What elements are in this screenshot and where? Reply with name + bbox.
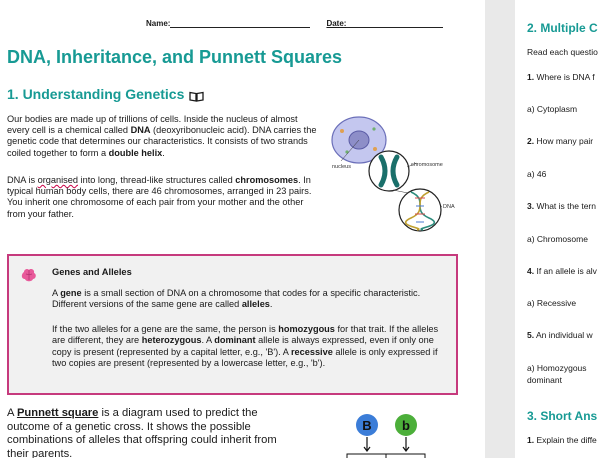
allele-dominant: B <box>362 418 372 433</box>
genes-alleles-callout <box>7 254 458 395</box>
label-nucleus: nucleus <box>332 164 351 170</box>
brain-icon <box>21 268 37 282</box>
question-1-option-a[interactable]: a) Cytoplasm <box>527 104 578 114</box>
allele-recessive: b <box>402 418 410 433</box>
question-5-option-a-line1[interactable]: a) Homozygous <box>527 363 587 373</box>
label-chromosome: chromosome <box>411 162 443 168</box>
mc-instruction: Read each questio <box>527 47 598 57</box>
question-5: 5. An individual w <box>527 330 593 340</box>
question-5-option-a-line2[interactable]: dominant <box>527 375 562 385</box>
question-1: 1. Where is DNA f <box>527 72 595 82</box>
heading-short-answer: 3. Short Ans <box>527 409 598 423</box>
question-4-option-a[interactable]: a) Recessive <box>527 298 577 308</box>
callout-heading: Genes and Alleles <box>52 267 132 277</box>
section-heading-genetics <box>7 86 204 102</box>
section-heading-text: 1. Understanding Genetics <box>7 86 185 102</box>
name-line <box>170 20 310 28</box>
punnett-square-diagram <box>340 410 430 458</box>
date-line <box>346 20 443 28</box>
question-4: 4. If an allele is alv <box>527 266 597 276</box>
callout-paragraph-1: A gene is a small section of DNA on a chromosome that codes for a specific characteristic. Different versions of the same gene are called alleles. <box>52 288 421 310</box>
short-answer-1: 1. Explain the diffe <box>527 435 597 445</box>
page-title: DNA, Inheritance, and Punnett Squares <box>7 47 343 67</box>
name-label: Name: <box>146 19 171 28</box>
callout-paragraph-2: If the two alleles for a gene are the same, the person is homozygous for that trait. If the alleles are different, they are heterozygous. A dominant allele is always expressed, even if only one copy is present (represented by a capital letter, e.g., 'B'). A recessive allele is only expressed if two copies are present (represented by a lowercase letter, e.g., 'b'). <box>52 324 439 369</box>
question-3: 3. What is the tern <box>527 201 596 211</box>
name-date-row <box>146 19 443 28</box>
genetics-paragraph-1: Our bodies are made up of trillions of cells. Inside the nucleus of almost every cell is a chemical called DNA (deoxyribonucleic acid). DNA carries the genetic code that determines our characteristics. It consists of two strands coiled together to form a double helix. <box>7 114 317 158</box>
question-2: 2. How many pair <box>527 136 594 146</box>
date-label: Date: <box>326 19 347 28</box>
question-2-option-a[interactable]: a) 46 <box>527 169 547 179</box>
question-3-option-a[interactable]: a) Chromosome <box>527 234 588 244</box>
label-dna: DNA <box>443 204 455 210</box>
genetics-paragraph-2: DNA is organised into long, thread-like structures called chromosomes. In typical human body cells, there are 46 chromosomes, arranged in 23 pairs. You inherit one chromosome of each pair from your mother and the other from your father. <box>7 175 312 219</box>
cell-chromosome-dna-illustration <box>327 114 485 244</box>
punnett-paragraph: A Punnett square is a diagram used to predict the outcome of a genetic cross. It shows the possible combinations of alleles that offspring could inherit from their parents. <box>7 407 277 458</box>
chromosome-circle <box>369 151 409 191</box>
worksheet-page-2 <box>515 0 611 458</box>
book-icon <box>189 89 204 100</box>
heading-multiple-choice: 2. Multiple C <box>527 21 598 35</box>
